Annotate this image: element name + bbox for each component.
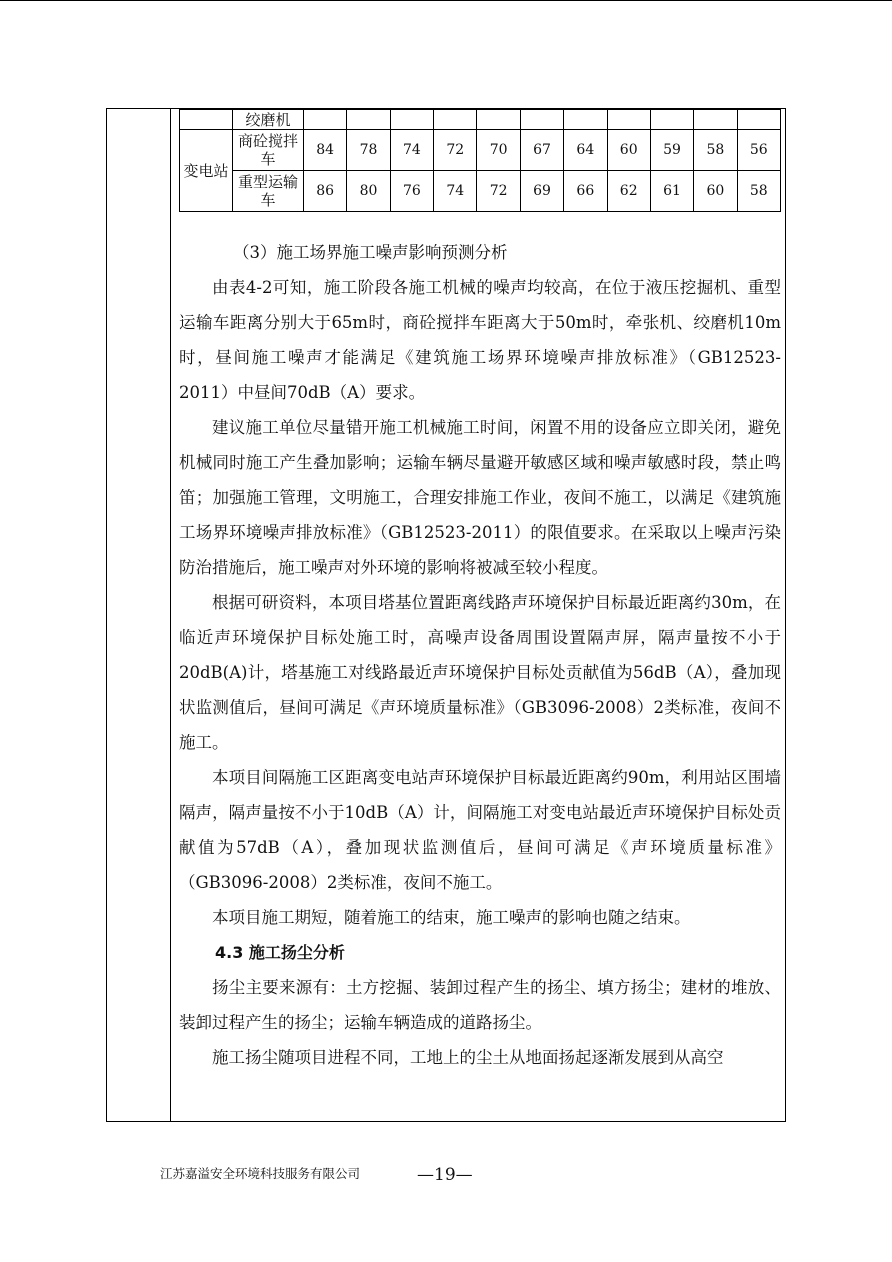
table-cell (737, 110, 780, 130)
table-cell (650, 110, 693, 130)
table-cell (390, 110, 433, 130)
paragraph: 扬尘主要来源有：土方挖掘、装卸过程产生的扬尘、填方扬尘；建材的堆放、装卸过程产生的扬尘；运输车辆造成的道路扬尘。 (179, 978, 781, 1032)
section-heading: 4.3 施工扬尘分析 (215, 943, 345, 962)
content-frame (106, 108, 786, 1122)
table-cell: 67 (520, 130, 563, 171)
paragraph: 施工扬尘随项目进程不同，工地上的尘土从地面扬起逐渐发展到从高空 (212, 1048, 724, 1067)
table-cell: 70 (477, 130, 520, 171)
table-cell-device: 重型运输车 (233, 171, 304, 212)
table-cell: 61 (650, 171, 693, 212)
table-cell: 78 (347, 130, 390, 171)
table-cell (347, 110, 390, 130)
table-cell: 60 (694, 171, 737, 212)
paragraph: 根据可研资料，本项目塔基位置距离线路声环境保护目标最近距离约30m，在临近声环境保护目标处施工时，高噪声设备周围设置隔声屏，隔声量按不小于20dB(A)计，塔基施工对线路最近声环境保护目标处贡献值为56dB（A），叠加现状监测值后，昼间可满足《声环境质量标准》（GB3096-2008）2类标准，夜间不施工。 (179, 593, 781, 752)
table-cell (564, 110, 607, 130)
table-cell: 72 (477, 171, 520, 212)
table-cell: 74 (390, 130, 433, 171)
table-row (180, 171, 781, 212)
table-cell: 66 (564, 171, 607, 212)
table-cell: 62 (607, 171, 650, 212)
table-cell (694, 110, 737, 130)
table-cell: 58 (737, 171, 780, 212)
table-cell (520, 110, 563, 130)
table-cell: 69 (520, 171, 563, 212)
table-cell: 76 (390, 171, 433, 212)
paragraph: 建议施工单位尽量错开施工机械施工时间，闲置不用的设备应立即关闭，避免机械同时施工产生叠加影响；运输车辆尽量避开敏感区域和噪声敏感时段，禁止鸣笛；加强施工管理，文明施工，合理安排施工作业，夜间不施工，以满足《建筑施工场界环境噪声排放标准》（GB12523-2011）的限值要求。在采取以上噪声污染防治措施后，施工噪声对外环境的影响将被减至较小程度。 (179, 418, 781, 577)
page-number: —19— (417, 1165, 473, 1185)
paragraph: 本项目间隔施工区距离变电站声环境保护目标最近距离约90m，利用站区围墙隔声，隔声量按不小于10dB（A）计，间隔施工对变电站最近声环境保护目标处贡献值为57dB（A），叠加现状监测值后，昼间可满足《声环境质量标准》（GB3096-2008）2类标准，夜间不施工。 (179, 768, 781, 892)
table-cell (434, 110, 477, 130)
table-cell: 56 (737, 130, 780, 171)
content-area (179, 109, 781, 1075)
table-cell: 80 (347, 171, 390, 212)
table-cell: 60 (607, 130, 650, 171)
paragraph: 由表4-2可知，施工阶段各施工机械的噪声均较高，在位于液压挖掘机、重型运输车距离分别大于65m时，商砼搅拌车距离大于50m时，牵张机、绞磨机10m时，昼间施工噪声才能满足《建筑施工场界环境噪声排放标准》（GB12523-2011）中昼间70dB（A）要求。 (179, 278, 781, 402)
table-cell-category: 变电站 (180, 130, 233, 212)
table-cell (607, 110, 650, 130)
table-cell: 58 (694, 130, 737, 171)
table-cell: 59 (650, 130, 693, 171)
paragraph: 本项目施工期短，随着施工的结束，施工噪声的影响也随之结束。 (212, 908, 691, 927)
table-cell (180, 110, 233, 130)
table-row (180, 130, 781, 171)
table-cell (304, 110, 347, 130)
table-row (180, 110, 781, 130)
subheading: （3）施工场界施工噪声影响预测分析 (233, 243, 508, 262)
table-cell-device: 绞磨机 (233, 110, 304, 130)
top-rule (0, 0, 892, 1)
table-cell: 72 (434, 130, 477, 171)
table-cell: 74 (434, 171, 477, 212)
table-cell: 64 (564, 130, 607, 171)
table-cell (477, 110, 520, 130)
table-cell-device: 商砼搅拌车 (233, 130, 304, 171)
table-cell: 84 (304, 130, 347, 171)
footer-company: 江苏嘉溢安全环境科技服务有限公司 (160, 1166, 361, 1181)
noise-table (179, 109, 781, 212)
frame-divider (170, 109, 171, 1121)
table-cell: 86 (304, 171, 347, 212)
